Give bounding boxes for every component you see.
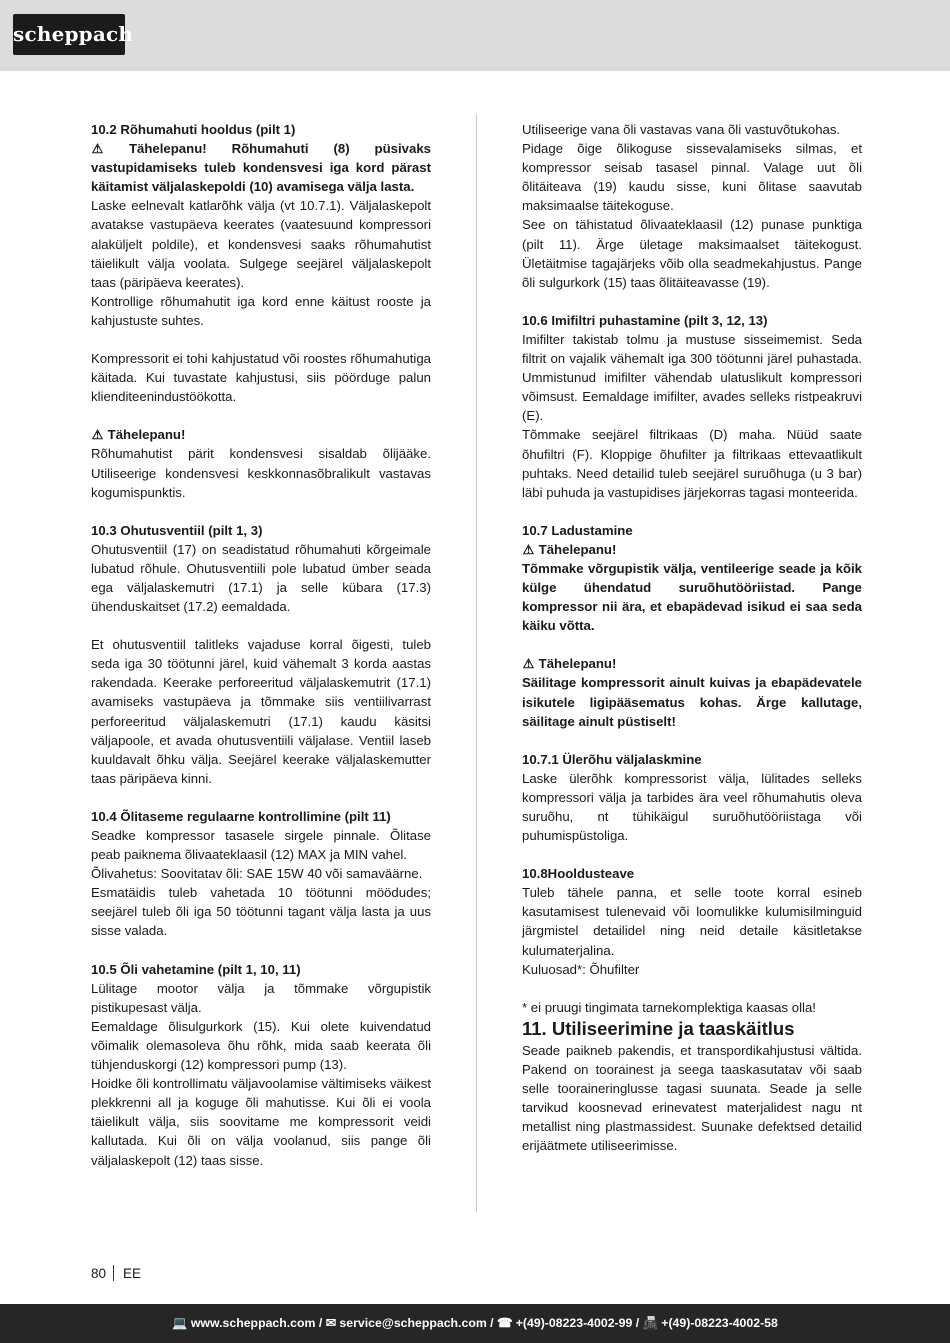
warning-paragraph: Tõmmake võrgupistik välja, ventileerige seade ja kõik külge ühendatud suruõhutööriistad. Pange kompressor nii ära, et ebapädevad isikud ei saa seda käiku võtta. [522, 560, 862, 634]
section-title-10-6: 10.6 Imifiltri puhastamine (pilt 3, 12, 13) [522, 312, 768, 328]
paragraph: Hoidke õli kontrollimatu väljavoolamise vältimiseks väikest plekkrenni all ja koguge õli mahutisse. Kui õli ei voola täielikult välja, siis soovitame me kompressorit veidi kallutada. Kui õli on välja voolanud, siis pange õli väljalaskepolt (12) taas sisse. [91, 1076, 431, 1168]
language-code: EE [123, 1266, 142, 1281]
right-column [522, 120, 862, 1155]
paragraph: Õlivahetus: Soovitatav õli: SAE 15W 40 või samaväärne. [91, 866, 423, 882]
paragraph: Esmatäidis tuleb vahetada 10 töötunni möödudes; seejärel tuleb õli iga 50 töötunni tagant välja lasta ja uus sisse valada. [91, 885, 431, 939]
paragraph: Utiliseerige vana õli vastavas vana õli vastuvõtukohas. [522, 122, 841, 137]
paragraph: Seadke kompressor tasasele sirgele pinnale. Õlitase peab paiknema õlivaateklaasil (12) MAX ja MIN vahel. [91, 828, 431, 863]
warning-heading: ⚠ Tähelepanu! [91, 425, 431, 444]
section-title-10-4: 10.4 Õlitaseme regulaarne kontrollimine (pilt 11) [91, 808, 391, 824]
section-title-10-8: 10.8Hooldusteave [522, 866, 635, 882]
footnote: * ei pruugi tingimata tarnekomplektiga kaasas olla! [522, 999, 816, 1015]
page-number [91, 1264, 141, 1284]
paragraph: Kontrollige rõhumahutit iga kord enne käitust rooste ja kahjustuste suhtes. [91, 293, 431, 328]
header-bar [0, 0, 950, 71]
page-number-value: 80 [91, 1266, 107, 1281]
paragraph: Kompressorit ei tohi kahjustatud või roostes rõhumahutiga käitada. Kui tuvastate kahjustusi, siis pöörduge palun klienditeenindustöökotta. [91, 351, 431, 405]
warning-heading: ⚠ Tähelepanu! [522, 540, 862, 559]
section-title-10-7: 10.7 Ladustamine [522, 522, 633, 538]
paragraph: Lülitage mootor välja ja tõmmake võrgupistik pistikupesast välja. [91, 980, 431, 1015]
section-title-10-5: 10.5 Õli vahetamine (pilt 1, 10, 11) [91, 961, 301, 977]
paragraph: Pidage õige õlikoguse sissevalamiseks silmas, et kompressor seisab tasasel pinnal. Valage uut õli õlitäiteava (19) kaudu sisse, kuni õlitase saavutab maksimaalse täitekoguse. [522, 141, 862, 214]
section-title-10-3: 10.3 Ohutusventiil (pilt 1, 3) [91, 522, 263, 538]
warning-icon: ⚠ [91, 141, 104, 157]
section-title-11: 11. Utiliseerimine ja taaskäitlus [522, 1017, 795, 1039]
page-separator [113, 1265, 114, 1281]
paragraph: Rõhumahutist pärit kondensvesi sisaldab õlijääke. Utiliseerige kondensvesi keskkonnasõbralikult vastavas kogumispunktis. [91, 446, 431, 500]
paragraph: Laske eelnevalt katlarõhk välja (vt 10.7.1). Väljalaskepolt avatakse vastupäeva keerates (vaatesuund kompressori alaküljelt poldile), et kondensvesi saaks rõhumahutist täielikult välja voolata. Sulgege seejärel väljalaskepolt taas (päripäeva keerates). [91, 198, 431, 290]
section-title-10-7-1: 10.7.1 Ülerõhu väljalaskmine [522, 751, 702, 767]
paragraph: Kuluosad*: Õhufilter [522, 961, 640, 977]
paragraph: Ohutusventiil (17) on seadistatud rõhumahuti kõrgeimale lubatud rõhule. Ohutusventiili pole lubatud ümber seada ega väljalaskemutri (17.1) ja selle kübara (17.3) ühenduskaitset (17.2) eemaldada. [91, 541, 431, 615]
column-divider [476, 114, 477, 1212]
paragraph: Tuleb tähele panna, et selle toote korral esineb kasutamisest tulenevaid või loomulikke kulumisilminguid järgmistel detailidel ning neid detaile käsitletakse kulumaterjalina. [522, 885, 862, 958]
scheppach-logo: scheppach [13, 14, 125, 55]
contact-footer: 💻 www.scheppach.com / ✉ service@scheppach.com / ☎ +(49)-08223-4002-99 / 📠 +(49)-08223-4002-58 [0, 1304, 950, 1343]
warning-paragraph: Säilitage kompressorit ainult kuivas ja ebapädevatele isikutele ligipääsematus kohas. Ärge kallutage, säilitage ainult püstiselt! [522, 675, 862, 729]
paragraph: Seade paikneb pakendis, et transpordikahjustusi vältida. Pakend on toorainest ja seega taaskasutatav või saab selle tooraineringlusse tagasi suunata. Seade ja selle tarvikud koosnevad erinevatest materjalidest nagu nt metallist ning plastmassidest. Suunake defektsed detailid erijäätmete utiliseerimisse. [522, 1042, 862, 1154]
warning-icon: ⚠ [91, 427, 104, 443]
paragraph: Laske ülerõhk kompressorist välja, lülitades selleks kompressori välja ja tarbides ära veel rõhumahutis oleva suruõhu, nt tühikäigul suruõhutööriistaga või puhumispüstoliga. [522, 770, 862, 844]
paragraph: See on tähistatud õlivaateklaasil (12) punase punktiga (pilt 11). Ärge ületage maksimaalset täitekogust. Ületäitmise tagajärjeks võib olla seadmekahjustus. Pange õli sulgurkork (15) taas õlitäiteavasse (19). [522, 217, 862, 290]
left-column [91, 120, 431, 1170]
warning-icon: ⚠ [522, 656, 535, 672]
paragraph: Tõmmake seejärel filtrikaas (D) maha. Nüüd saate õhufiltri (F). Kloppige õhufilter ja filtrikaas ettevaatlikult puhtaks. Need detailid tuleb seejärel suruõhuga (u 3 bar) läbi puhuda ja vastupidises järjekorras tagasi monteerida. [522, 427, 862, 500]
warning-paragraph: ⚠ Tähelepanu! Rõhumahuti (8) püsivaks vastupidamiseks tuleb kondensvesi iga kord pärast käitamist väljalaskepoldi (10) avamisega välja lasta. [91, 141, 431, 195]
warning-icon: ⚠ [522, 541, 535, 557]
paragraph: Eemaldage õlisulgurkork (15). Kui olete kuivendatud võimalik olemasoleva õhu rõhk, mida saab keerata õli tühjenduskorgi (12) kompressori pump (13). [91, 1018, 431, 1073]
warning-heading: ⚠ Tähelepanu! [522, 654, 862, 673]
paragraph: Et ohutusventiil talitleks vajaduse korral õigesti, tuleb seda iga 30 töötunni järel, kuid vähemalt 3 korda aastas rakendada. Keerake perforeeritud väljalaskemutrit (17.1) avamiseks vastupäeva ja tõmmake siis ventiilivarrast perforeeritud väljalaskemutri (17.1) kaudu käsitsi väljapoole, et avada ohutusventiili väljalase. Ventiil laseb kuuldavalt õhku välja. Seejärel keerake väljalaskemutter taas päripäeva kinni. [91, 637, 431, 786]
section-title-10-2: 10.2 Rõhumahuti hooldus (pilt 1) [91, 122, 296, 137]
paragraph: Imifilter takistab tolmu ja mustuse sisseimemist. Seda filtrit on vajalik vähemalt iga 300 töötunni järel puhastada. Ummistunud imifilter vähendab ulatuslikult kompressori võimsust. Eemaldage imifilter, avades selleks ristpeakruvi (E). [522, 331, 862, 424]
